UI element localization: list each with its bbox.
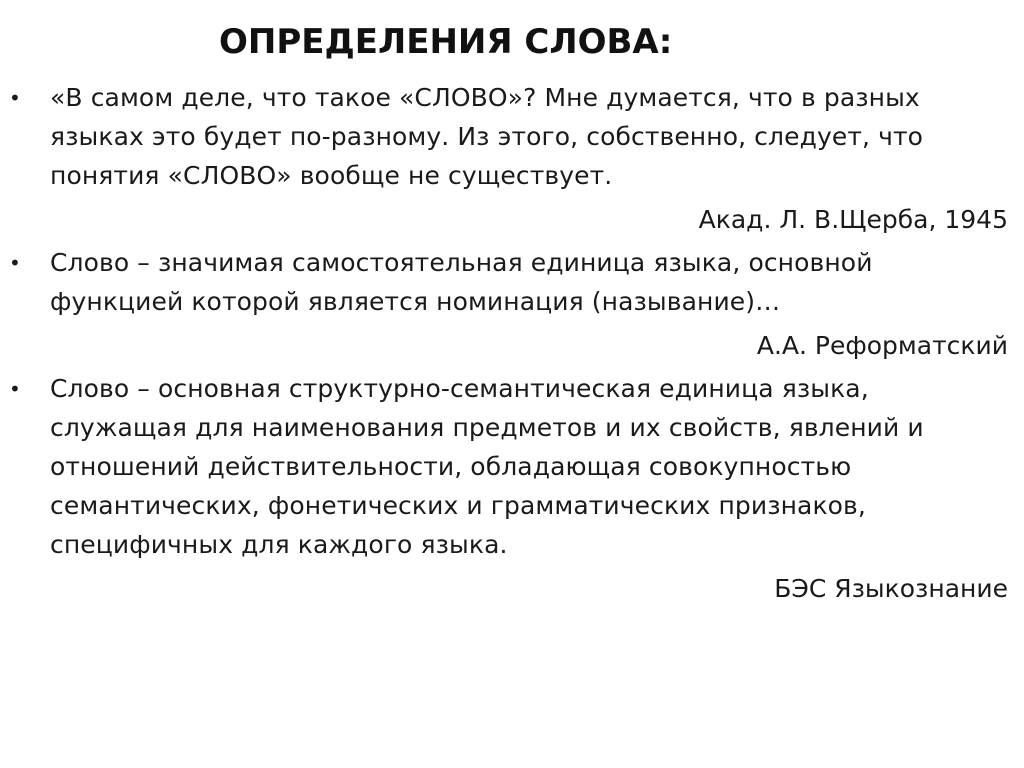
definition-text: «В самом деле, что такое «СЛОВО»? Мне думается, что в разных языках это будет по-разному. Из этого, собственно, следует, что понятия «СЛОВО» вообще не существует.: [50, 83, 924, 190]
definition-item: [0, 369, 1024, 564]
definition-item: [0, 78, 1024, 195]
definition-text: Слово – значимая самостоятельная единица языка, основной функцией которой является номинация (называние)…: [50, 248, 873, 316]
slide-title: ОПРЕДЕЛЕНИЯ СЛОВА:: [219, 22, 673, 62]
bullet-icon: •: [9, 251, 21, 275]
bullet-icon: •: [9, 86, 21, 110]
bullet-icon: •: [9, 377, 21, 401]
definition-attribution: Акад. Л. В.Щерба, 1945: [698, 205, 1008, 234]
definition-item: [0, 243, 1024, 321]
definition-text: Слово – основная структурно-семантическая единица языка, служащая для наименования предметов и их свойств, явлений и отношений действительности, обладающая совокупностью семантических, фонетических и грамматических признаков, специфичных для каждого языка.: [50, 374, 924, 559]
definitions-list: [0, 78, 1024, 612]
definition-attribution: А.А. Реформатский: [756, 331, 1008, 360]
definition-attribution: БЭС Языкознание: [774, 574, 1008, 603]
